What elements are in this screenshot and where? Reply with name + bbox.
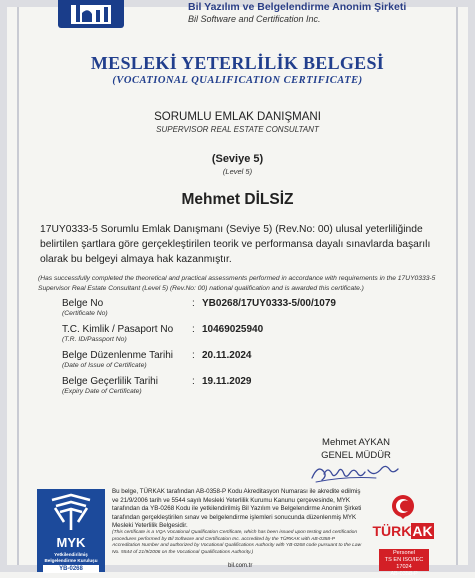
myk-code: YB-0268 [43,565,99,573]
turkak-word-2: AK [412,523,433,539]
field-value: 19.11.2029 [202,376,252,387]
level-en: (Level 5) [222,167,253,176]
myk-logo [37,489,105,572]
turkak-accreditation-badge [379,549,429,577]
signer-title: GENEL MÜDÜR [321,450,391,461]
level: (Seviye 5) [211,153,264,165]
field-colon: : [192,324,195,335]
holder-name: Mehmet DİLSİZ [181,191,294,208]
myk-emblem-icon [48,492,94,534]
field-label-en: (Expiry Date of Certificate) [62,388,142,395]
myk-subtitle: Yetkilendirilmiş Belgelendirme Kuruluşu [44,552,98,563]
field-label: T.C. Kimlik / Pasaport No [62,324,174,335]
certificate-title-en: (VOCATIONAL QUALIFICATION CERTIFICATE) [112,75,363,86]
badge-line-2: TS EN ISO/IEC 17024 [384,557,424,570]
field-value: 10469025940 [202,324,264,335]
company-name: Bil Yazılım ve Belgelendirme Anonim Şirketi [188,1,407,13]
accreditation-text: Bu belge, TÜRKAK tarafından AB-0358-P Kodu Akreditasyon Numarası ile akredite edilmiş ve 21/9/2006 tarih ve 5544 sayılı Mesleki Yeterlilik Kurumu Kanunu çerçevesinde, MYK tarafından da YB-0268 Kodu ile yetkilendirilmiş Bil Yazılım ve Belgelendirme Anonim Şirketi tarafından gerçekleştirilen sınav ve belgelendirme işlemleri sonucunda düzenlenmiş MYK Mesleki Yeterlilik Belgesidir. [112,488,362,530]
field-label-en: (Certificate No) [62,310,108,317]
field-label: Belge Geçerlilik Tarihi [62,376,158,387]
certificate-title: MESLEKİ YETERLİLİK BELGESİ [90,53,385,73]
field-label: Belge No [62,298,104,309]
website: bil.com.tr [228,563,253,569]
turkak-word-1: TÜRK [372,523,412,539]
statement: 17UY0333-5 Sorumlu Emlak Danışmanı (Seviye 5) (Rev.No: 00) ulusal yeterliliğinde belirtilen şartlara göre gerçekleştirilen teorik ve performansa dayalı sınavlarda başarılı olarak bu belgeyi almaya hak kazanmıştır. [40,224,431,265]
occupation-en: SUPERVISOR REAL ESTATE CONSULTANT [156,125,319,134]
field-label-en: (Date of Issue of Certificate) [62,362,147,369]
badge-line-1: Personel [392,550,416,556]
field-label-en: (T.R. ID/Passport No) [62,336,127,343]
handwritten-signature [306,460,406,486]
signer-name: Mehmet AYKAN [322,437,390,448]
occupation: SORUMLU EMLAK DANIŞMANI [154,111,321,123]
accreditation-text-en: (This certificate is a VQA Vocational Qualification Certificate, which has been issued upon testing and certification procedures performed by Bil Software and Certification Inc. accredited by the TÜRKAK with AB-0358-P Accreditation Number and authorized by Vocational Qualifications Authority with YB-0268 code pursuant to the Law No. 5544 of 21/9/2006 on the Vocational Qualifications Authority.) [112,530,362,555]
field-label: Belge Düzenlenme Tarihi [62,350,173,361]
turkak-wordmark [367,523,439,539]
signer-block [296,437,416,461]
bil-logo [58,0,124,28]
field-value: YB0268/17UY0333-5/00/1079 [202,298,336,309]
field-colon: : [192,350,195,361]
badge-line-3: AB-0358-P [390,571,418,577]
statement-en: (Has successfully completed the theoretical and practical assessments performed in accordance with requirements in the 17UY0333-5 Supervisor Real Estate Consultant (Level 5) (Rev.No: 00) national qualification and is awarded this certificate.) [38,275,436,292]
field-colon: : [192,376,195,387]
field-colon: : [192,298,195,309]
field-value: 20.11.2024 [202,350,252,361]
turkak-crescent-icon [391,493,415,521]
company-name-en: Bil Software and Certification Inc. [188,14,321,24]
turkak-logo [367,490,439,577]
company-block [188,1,406,24]
myk-name: MYK [56,535,86,550]
